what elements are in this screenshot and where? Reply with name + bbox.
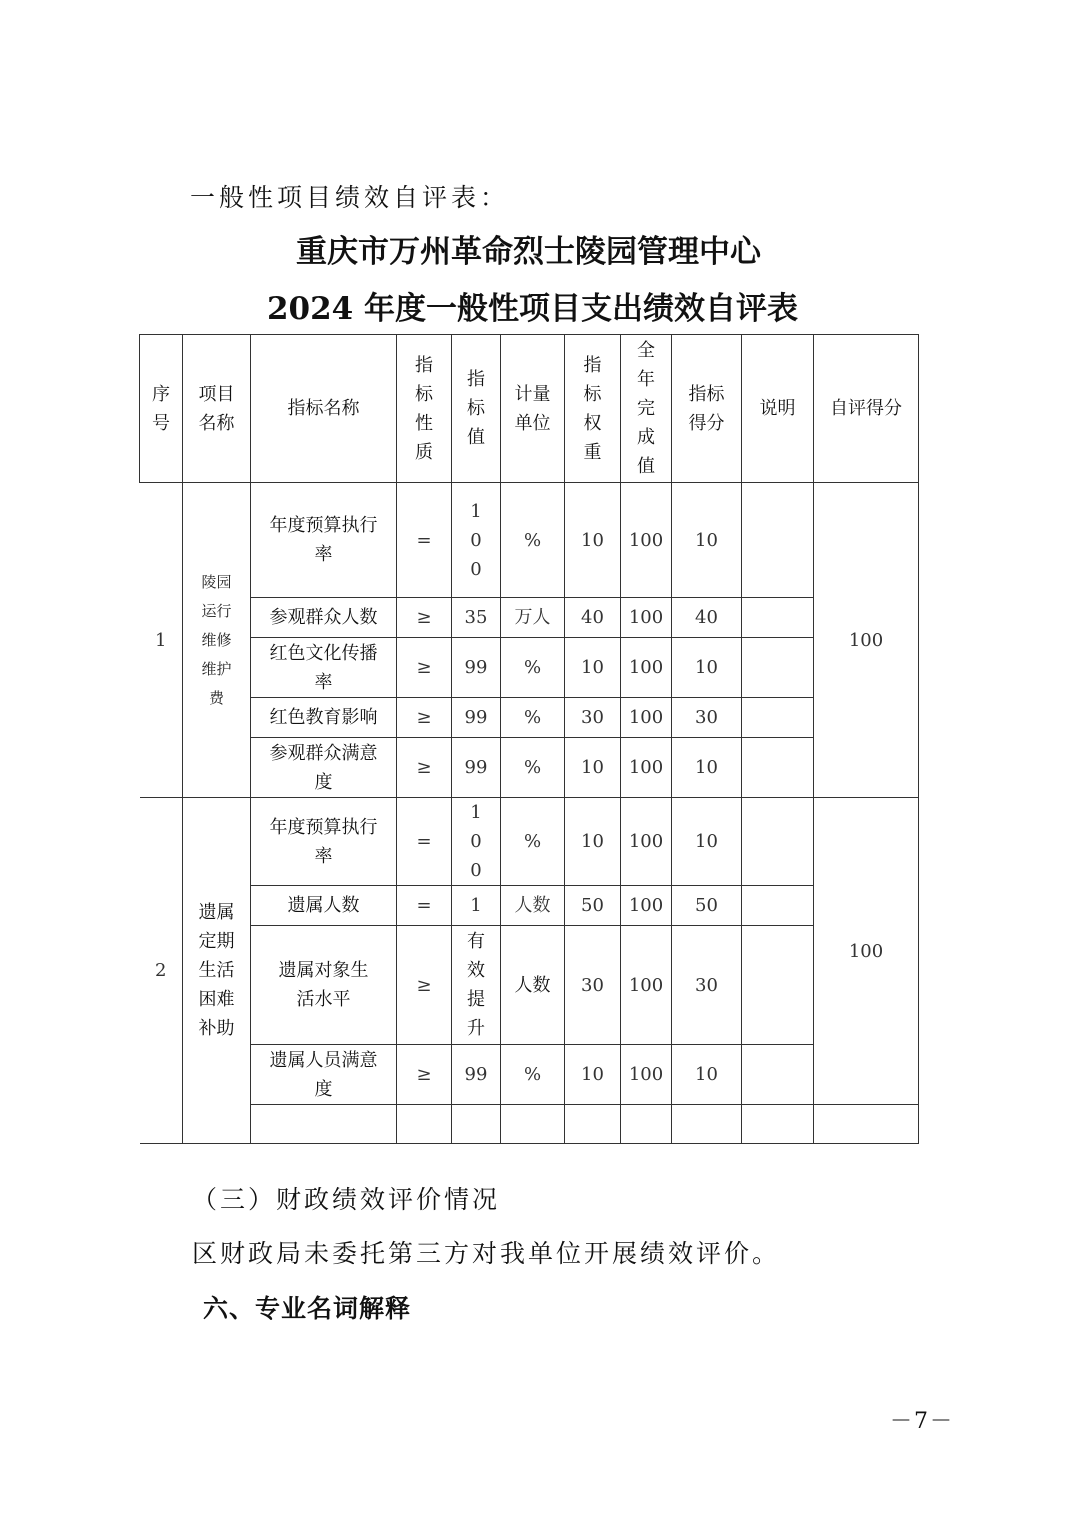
indicator-completion: 100 (621, 483, 672, 598)
header-indicator: 指标名称 (251, 335, 397, 483)
indicator-name: 遗属对象生活水平 (251, 926, 397, 1045)
indicator-unit: % (501, 738, 565, 798)
indicator-unit: 人数 (501, 926, 565, 1045)
empty-cell (397, 1105, 452, 1144)
header-note: 说明 (742, 335, 814, 483)
header-value: 指标值 (452, 335, 501, 483)
indicator-score: 10 (672, 738, 742, 798)
indicator-nature: ≥ (397, 1045, 452, 1105)
indicator-completion: 100 (621, 598, 672, 638)
indicator-score: 10 (672, 638, 742, 698)
indicator-weight: 10 (565, 1045, 621, 1105)
intro-caption: 一般性项目绩效自评表： (190, 183, 510, 212)
indicator-note (742, 598, 814, 638)
indicator-nature: = (397, 798, 452, 886)
indicator-value: 1 (452, 886, 501, 926)
indicator-value: 99 (452, 638, 501, 698)
table-row (140, 1045, 919, 1105)
header-score: 指标得分 (672, 335, 742, 483)
indicator-value: 100 (452, 483, 501, 598)
indicator-completion: 100 (621, 638, 672, 698)
indicator-value: 99 (452, 698, 501, 738)
empty-cell (621, 1105, 672, 1144)
indicator-completion: 100 (621, 926, 672, 1045)
document-title: 重庆市万州革命烈士陵园管理中心 (296, 234, 761, 270)
indicator-unit: 人数 (501, 886, 565, 926)
indicator-nature: ≥ (397, 638, 452, 698)
table-row (140, 598, 919, 638)
indicator-score: 30 (672, 698, 742, 738)
empty-cell (452, 1105, 501, 1144)
project-name: 陵园运行维修维护费 (183, 483, 251, 798)
table-row (140, 483, 919, 598)
indicator-weight: 10 (565, 638, 621, 698)
indicator-unit: % (501, 798, 565, 886)
header-seq: 序号 (140, 335, 183, 483)
project-seq: 2 (140, 798, 183, 1144)
empty-cell (501, 1105, 565, 1144)
indicator-score: 10 (672, 1045, 742, 1105)
header-unit: 计量单位 (501, 335, 565, 483)
indicator-weight: 50 (565, 886, 621, 926)
indicator-value: 100 (452, 798, 501, 886)
indicator-completion: 100 (621, 798, 672, 886)
indicator-nature: ≥ (397, 598, 452, 638)
indicator-weight: 10 (565, 798, 621, 886)
indicator-weight: 10 (565, 483, 621, 598)
empty-cell (742, 1105, 814, 1144)
empty-cell (565, 1105, 621, 1144)
evaluation-table (139, 334, 919, 1144)
indicator-score: 10 (672, 483, 742, 598)
empty-cell (251, 1105, 397, 1144)
indicator-note (742, 738, 814, 798)
indicator-score: 10 (672, 798, 742, 886)
indicator-nature: ≥ (397, 698, 452, 738)
indicator-completion: 100 (621, 698, 672, 738)
indicator-name: 红色文化传播率 (251, 638, 397, 698)
indicator-weight: 40 (565, 598, 621, 638)
indicator-note (742, 698, 814, 738)
indicator-name: 遗属人数 (251, 886, 397, 926)
empty-cell (672, 1105, 742, 1144)
section-6-title: 六、专业名词解释 (203, 1294, 412, 1323)
empty-cell (814, 1105, 919, 1144)
project-self-score: 100 (814, 483, 919, 798)
indicator-weight: 30 (565, 698, 621, 738)
project-name: 遗属定期生活困难补助 (183, 798, 251, 1144)
indicator-unit: % (501, 1045, 565, 1105)
indicator-note (742, 886, 814, 926)
document-subtitle: 2024 年度一般性项目支出绩效自评表 (266, 291, 799, 327)
project-seq: 1 (140, 483, 183, 798)
indicator-name: 参观群众人数 (251, 598, 397, 638)
indicator-completion: 100 (621, 738, 672, 798)
section-3-text: 区财政局未委托第三方对我单位开展绩效评价。 (192, 1239, 781, 1268)
indicator-note (742, 638, 814, 698)
indicator-note (742, 798, 814, 886)
indicator-nature: = (397, 886, 452, 926)
indicator-note (742, 926, 814, 1045)
header-completion: 全年完成值 (621, 335, 672, 483)
indicator-completion: 100 (621, 886, 672, 926)
header-weight: 指标权重 (565, 335, 621, 483)
indicator-weight: 10 (565, 738, 621, 798)
indicator-unit: % (501, 698, 565, 738)
indicator-unit: % (501, 483, 565, 598)
indicator-value: 99 (452, 738, 501, 798)
header-nature: 指标性质 (397, 335, 452, 483)
indicator-nature: ≥ (397, 926, 452, 1045)
table-row (140, 798, 919, 886)
indicator-nature: ≥ (397, 738, 452, 798)
header-row (140, 335, 919, 483)
table-row (140, 926, 919, 1045)
indicator-name: 遗属人员满意度 (251, 1045, 397, 1105)
indicator-unit: 万人 (501, 598, 565, 638)
section-3-title: （三）财政绩效评价情况 (192, 1185, 501, 1214)
indicator-score: 30 (672, 926, 742, 1045)
table-row (140, 738, 919, 798)
header-project: 项目名称 (183, 335, 251, 483)
page-number: －7－ (890, 1409, 954, 1434)
indicator-name: 年度预算执行率 (251, 798, 397, 886)
indicator-weight: 30 (565, 926, 621, 1045)
indicator-name: 年度预算执行率 (251, 483, 397, 598)
indicator-score: 50 (672, 886, 742, 926)
indicator-score: 40 (672, 598, 742, 638)
indicator-nature: = (397, 483, 452, 598)
indicator-value: 35 (452, 598, 501, 638)
indicator-name: 参观群众满意度 (251, 738, 397, 798)
table-row-empty (140, 1105, 919, 1144)
table-row (140, 638, 919, 698)
indicator-completion: 100 (621, 1045, 672, 1105)
indicator-unit: % (501, 638, 565, 698)
indicator-note (742, 1045, 814, 1105)
project-self-score: 100 (814, 798, 919, 1105)
indicator-name: 红色教育影响 (251, 698, 397, 738)
indicator-value: 99 (452, 1045, 501, 1105)
header-self-score: 自评得分 (814, 335, 919, 483)
indicator-value: 有效提升 (452, 926, 501, 1045)
table-row (140, 698, 919, 738)
indicator-note (742, 483, 814, 598)
table-row (140, 886, 919, 926)
